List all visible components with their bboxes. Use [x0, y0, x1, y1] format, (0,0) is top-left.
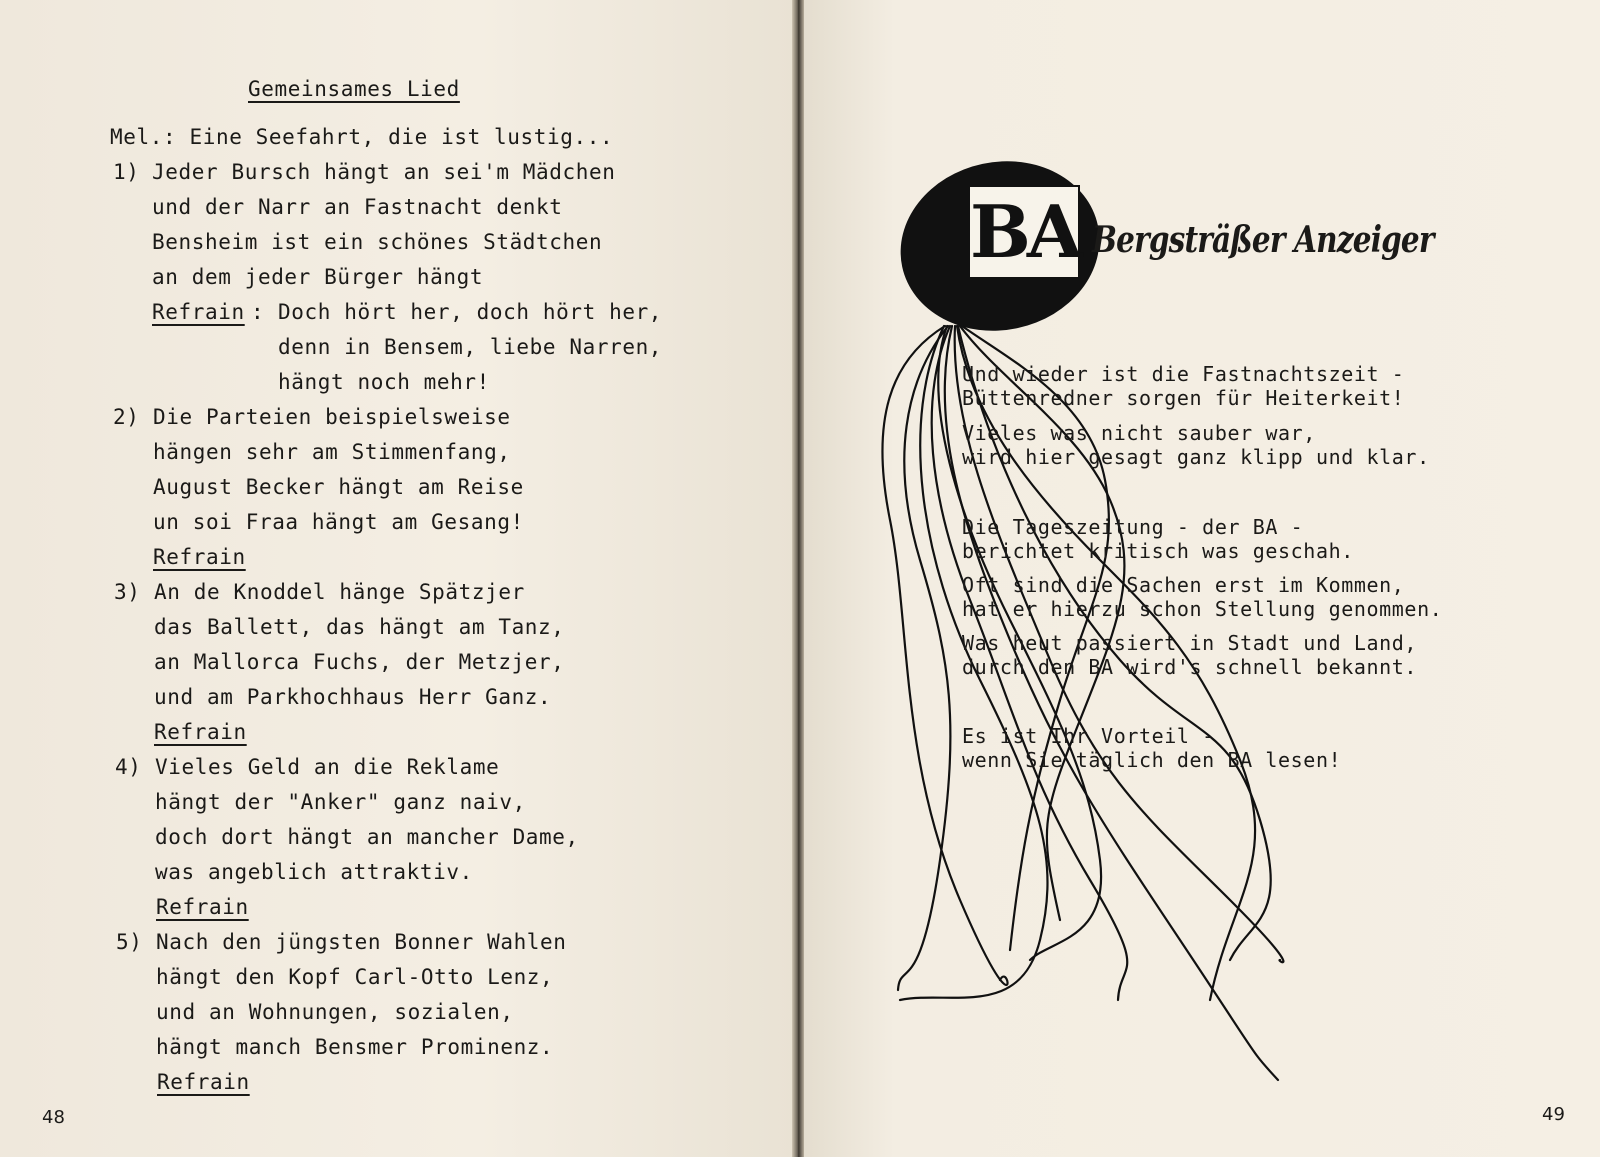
- verse-1-line: und der Narr an Fastnacht denkt: [152, 195, 563, 219]
- song-title: Gemeinsames Lied: [248, 77, 460, 101]
- page-number-right: 49: [1542, 1104, 1565, 1125]
- verse-5-line: hängt den Kopf Carl-Otto Lenz,: [156, 965, 554, 989]
- verse-1-line: Bensheim ist ein schönes Städtchen: [152, 230, 603, 254]
- poem-line: durch den BA wird's schnell bekannt.: [962, 655, 1418, 679]
- poem-line: Büttenredner sorgen für Heiterkeit!: [962, 386, 1405, 410]
- refrain-label: Refrain: [157, 1070, 250, 1094]
- poem-line: wenn Sie täglich den BA lesen!: [962, 748, 1342, 772]
- verse-2-line: un soi Fraa hängt am Gesang!: [153, 510, 524, 534]
- verse-4-line: hängt der "Anker" ganz naiv,: [155, 790, 526, 814]
- refrain-colon: :: [251, 300, 265, 324]
- poem-line: Und wieder ist die Fastnachtszeit -: [962, 362, 1405, 386]
- poem-line: Vieles was nicht sauber war,: [962, 421, 1316, 445]
- refrain-label: Refrain: [152, 300, 245, 324]
- verse-3-line: An de Knoddel hänge Spätzjer: [154, 580, 525, 604]
- verse-3-number: 3): [114, 580, 141, 604]
- poem-line: berichtet kritisch was geschah.: [962, 539, 1354, 563]
- poem-line: Oft sind die Sachen erst im Kommen,: [962, 573, 1405, 597]
- verse-4-line: was angeblich attraktiv.: [155, 860, 473, 884]
- verse-4-line: doch dort hängt an mancher Dame,: [155, 825, 579, 849]
- poem-line: wird hier gesagt ganz klipp und klar.: [962, 445, 1430, 469]
- page-number-left: 48: [42, 1107, 65, 1128]
- verse-1-number: 1): [113, 160, 140, 184]
- verse-5-line: Nach den jüngsten Bonner Wahlen: [156, 930, 567, 954]
- refrain-line: denn in Bensem, liebe Narren,: [278, 335, 663, 359]
- refrain-line: Doch hört her, doch hört her,: [278, 300, 663, 324]
- ba-logo-box: [968, 185, 1080, 279]
- poem-line: hat er hierzu schon Stellung genommen.: [962, 597, 1443, 621]
- verse-2-line: hängen sehr am Stimmenfang,: [153, 440, 511, 464]
- verse-2-line: Die Parteien beispielsweise: [153, 405, 511, 429]
- verse-5-number: 5): [116, 930, 143, 954]
- verse-2-line: August Becker hängt am Reise: [153, 475, 524, 499]
- verse-4-line: Vieles Geld an die Reklame: [155, 755, 500, 779]
- verse-3-line: an Mallorca Fuchs, der Metzjer,: [154, 650, 565, 674]
- ba-logo-letters: BA: [970, 189, 1079, 274]
- refrain-label: Refrain: [153, 545, 246, 569]
- refrain-label: Refrain: [154, 720, 247, 744]
- newspaper-name: Bergsträßer Anzeiger: [1092, 219, 1434, 261]
- refrain-label: Refrain: [156, 895, 249, 919]
- poem-line: Was heut passiert in Stadt und Land,: [962, 631, 1418, 655]
- verse-3-line: das Ballett, das hängt am Tanz,: [154, 615, 565, 639]
- melody-line: Mel.: Eine Seefahrt, die ist lustig...: [110, 125, 614, 149]
- poem-line: Es ist Ihr Vorteil -: [962, 724, 1215, 748]
- verse-1-line: Jeder Bursch hängt an sei'm Mädchen: [152, 160, 616, 184]
- verse-4-number: 4): [115, 755, 142, 779]
- refrain-line: hängt noch mehr!: [278, 370, 490, 394]
- verse-2-number: 2): [113, 405, 140, 429]
- verse-1-line: an dem jeder Bürger hängt: [152, 265, 484, 289]
- verse-5-line: hängt manch Bensmer Prominenz.: [156, 1035, 554, 1059]
- poem-line: Die Tageszeitung - der BA -: [962, 515, 1304, 539]
- verse-3-line: und am Parkhochhaus Herr Ganz.: [154, 685, 552, 709]
- verse-5-line: und an Wohnungen, sozialen,: [156, 1000, 514, 1024]
